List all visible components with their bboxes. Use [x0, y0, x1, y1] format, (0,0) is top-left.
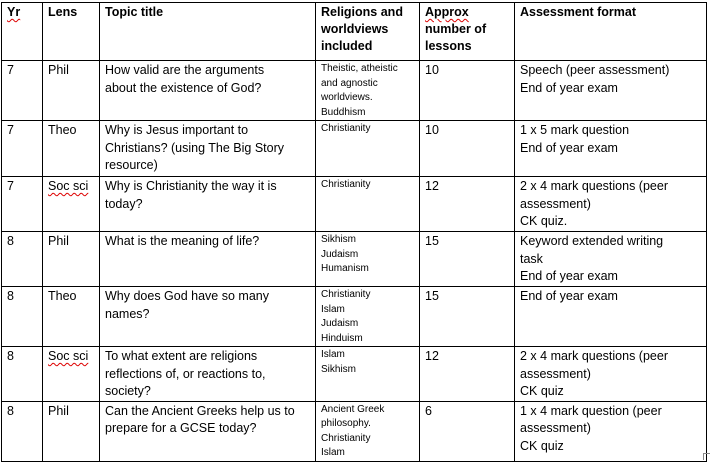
assessment-cell: Speech (peer assessment) End of year exam — [515, 61, 707, 121]
lens-cell: Theo — [43, 121, 100, 177]
topic-cell: How valid are the arguments about the existence of God? — [100, 61, 316, 121]
lessons-cell: 10 — [420, 121, 515, 177]
lens-cell: Soc sci — [43, 347, 100, 402]
yr-cell: 7 — [2, 121, 43, 177]
lens-cell: Phil — [43, 232, 100, 287]
table-row — [2, 347, 707, 402]
assessment-cell: 1 x 4 mark question (peer assessment) CK quiz — [515, 401, 707, 461]
header-row — [2, 3, 707, 61]
lessons-cell: 15 — [420, 287, 515, 347]
header-yr: Yr — [2, 3, 43, 61]
lessons-cell: 10 — [420, 61, 515, 121]
header-lens: Lens — [43, 3, 100, 61]
religions-cell: Theistic, atheistic and agnostic worldviews. Buddhism — [316, 61, 420, 121]
religions-cell: Islam Sikhism — [316, 347, 420, 402]
yr-cell: 8 — [2, 232, 43, 287]
header-topic: Topic title — [100, 3, 316, 61]
header-assessment: Assessment format — [515, 3, 707, 61]
topic-cell: Why is Jesus important to Christians? (using The Big Story resource) — [100, 121, 316, 177]
religions-cell: Ancient Greek philosophy. Christianity Islam — [316, 401, 420, 461]
lessons-cell: 12 — [420, 177, 515, 232]
table-row — [2, 61, 707, 121]
assessment-cell: Keyword extended writing task End of year exam — [515, 232, 707, 287]
curriculum-table — [1, 2, 707, 462]
table-end-marker — [703, 453, 710, 460]
table-row — [2, 232, 707, 287]
lessons-cell: 12 — [420, 347, 515, 402]
yr-cell: 8 — [2, 287, 43, 347]
religions-cell: Sikhism Judaism Humanism — [316, 232, 420, 287]
yr-cell: 8 — [2, 401, 43, 461]
lens-cell: Phil — [43, 61, 100, 121]
lens-cell: Phil — [43, 401, 100, 461]
assessment-cell: 2 x 4 mark questions (peer assessment) CK quiz. — [515, 177, 707, 232]
topic-cell: Why is Christianity the way it is today? — [100, 177, 316, 232]
header-religions: Religions and worldviews included — [316, 3, 420, 61]
lens-cell: Soc sci — [43, 177, 100, 232]
lens-cell: Theo — [43, 287, 100, 347]
header-lessons: Approx number of lessons — [420, 3, 515, 61]
table-row — [2, 401, 707, 461]
assessment-cell: 2 x 4 mark questions (peer assessment) CK quiz — [515, 347, 707, 402]
topic-cell: What is the meaning of life? — [100, 232, 316, 287]
table-row — [2, 177, 707, 232]
table-row — [2, 121, 707, 177]
religions-cell: Christianity Islam Judaism Hinduism — [316, 287, 420, 347]
religions-cell: Christianity — [316, 121, 420, 177]
lessons-cell: 15 — [420, 232, 515, 287]
topic-cell: Why does God have so many names? — [100, 287, 316, 347]
topic-cell: To what extent are religions reflections of, or reactions to, society? — [100, 347, 316, 402]
lessons-cell: 6 — [420, 401, 515, 461]
assessment-cell: End of year exam — [515, 287, 707, 347]
topic-cell: Can the Ancient Greeks help us to prepare for a GCSE today? — [100, 401, 316, 461]
table-row — [2, 287, 707, 347]
yr-cell: 7 — [2, 61, 43, 121]
yr-cell: 7 — [2, 177, 43, 232]
religions-cell: Christianity — [316, 177, 420, 232]
assessment-cell: 1 x 5 mark question End of year exam — [515, 121, 707, 177]
yr-cell: 8 — [2, 347, 43, 402]
